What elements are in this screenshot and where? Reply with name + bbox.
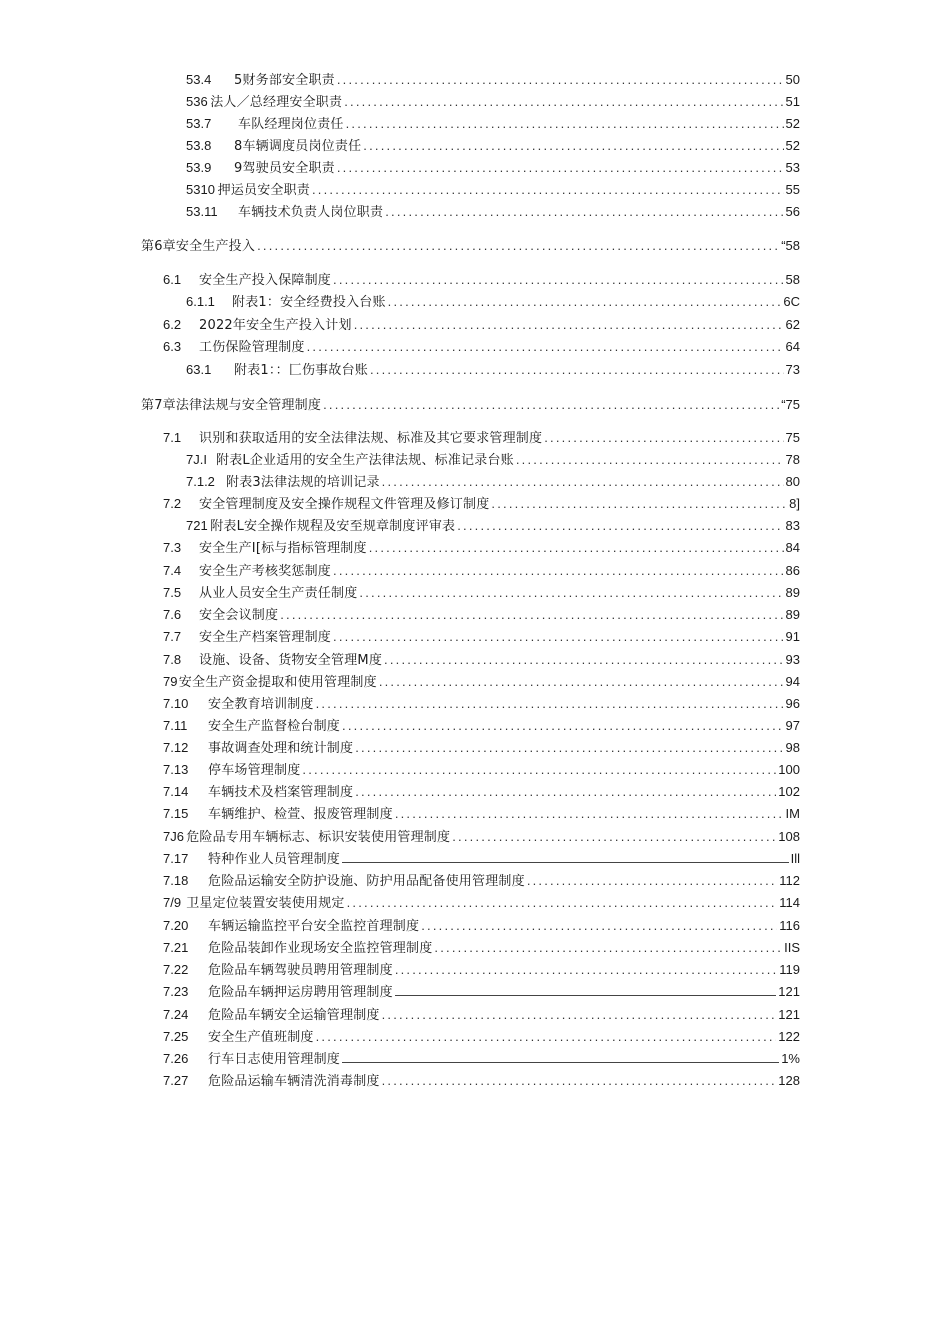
toc-entry-number: 7.18 xyxy=(163,873,189,888)
toc-entry-title: 8车辆调度员岗位责任 xyxy=(234,139,362,154)
toc-leader xyxy=(280,605,783,625)
toc-entry-title: 安全生产档案管理制度 xyxy=(199,630,332,645)
toc-entry-number: 63.1 xyxy=(186,362,212,377)
toc-entry-number: 7.3 xyxy=(163,540,182,555)
toc-page-number: 89 xyxy=(785,585,800,600)
toc-entry-title: 9驾驶员安全职责 xyxy=(234,161,335,176)
toc-entry[interactable] xyxy=(186,516,800,536)
toc-entry[interactable] xyxy=(186,114,800,134)
toc-page-number: 100 xyxy=(778,762,800,777)
toc-leader xyxy=(434,938,782,958)
toc-entry-number: 7.1 xyxy=(163,430,182,445)
toc-entry-number: 5310 xyxy=(186,182,215,197)
toc-page-number: 52 xyxy=(785,116,800,131)
toc-leader xyxy=(384,650,784,670)
toc-entry[interactable] xyxy=(163,916,800,936)
toc-leader xyxy=(337,70,784,90)
toc-entry[interactable] xyxy=(163,1027,800,1047)
toc-entry[interactable] xyxy=(163,1071,800,1091)
toc-entry[interactable] xyxy=(186,360,800,380)
toc-entry-title: 第7章法律法规与安全管理制度 xyxy=(141,398,322,413)
toc-page-number: 108 xyxy=(778,829,800,844)
toc-entry-number: 721 xyxy=(186,518,208,533)
toc-entry[interactable] xyxy=(163,871,800,891)
toc-entry-number: 7.4 xyxy=(163,563,182,578)
toc-page-number: 83 xyxy=(785,518,800,533)
toc-leader xyxy=(388,292,782,312)
toc-leader xyxy=(342,1049,779,1063)
toc-entry-number: 7.26 xyxy=(163,1051,189,1066)
toc-leader xyxy=(342,849,789,863)
toc-page-number: 78 xyxy=(785,452,800,467)
toc-page-number: 1% xyxy=(781,1051,800,1066)
toc-entry-number: 7.24 xyxy=(163,1007,189,1022)
toc-leader xyxy=(544,428,783,448)
toc-entry-title: 附表L安全操作规程及安至规章制度评审表 xyxy=(210,519,456,534)
toc-entry-number: 6.1.1 xyxy=(186,294,215,309)
toc-page-number: 96 xyxy=(785,696,800,711)
toc-entry[interactable] xyxy=(163,716,800,736)
toc-leader xyxy=(359,583,783,603)
toc-page-number: Ill xyxy=(790,851,800,866)
toc-page-number: 112 xyxy=(779,873,800,888)
toc-entry-title: 事故调查处理和统计制度 xyxy=(208,741,354,756)
toc-page-number: 8] xyxy=(789,496,800,511)
toc-entry-title: 押运员安全职责 xyxy=(217,183,310,198)
toc-entry-number: 7.21 xyxy=(163,940,189,955)
toc-entry[interactable] xyxy=(163,627,800,647)
toc-entry-title: 安全生产I[标与指标管理制度 xyxy=(199,541,367,556)
toc-page-number: “75 xyxy=(781,397,800,412)
toc-leader xyxy=(312,180,784,200)
toc-page-number: 122 xyxy=(778,1029,800,1044)
toc-entry-title: 2022年安全生产投入计划 xyxy=(199,318,352,333)
toc-page-number: 75 xyxy=(785,430,800,445)
toc-chapter-entry[interactable] xyxy=(141,236,800,256)
toc-entry-title: 附表1：安全经费投入台账 xyxy=(232,295,386,310)
toc-leader xyxy=(302,760,776,780)
toc-entry-number: 7.13 xyxy=(163,762,189,777)
toc-page-number: 62 xyxy=(785,317,800,332)
toc-entry-number: 7.22 xyxy=(163,962,189,977)
toc-page-number: 114 xyxy=(779,895,800,910)
toc-entry[interactable] xyxy=(163,849,800,869)
toc-leader xyxy=(452,827,776,847)
toc-entry-title: 安全生产值班制度 xyxy=(208,1030,314,1045)
toc-leader xyxy=(257,236,779,256)
toc-entry-title: 车队经理岗位责任 xyxy=(238,117,344,132)
toc-page-number: “58 xyxy=(781,238,800,253)
toc-entry[interactable] xyxy=(163,893,800,913)
toc-entry-title: 安全管理制度及安全操作规程文件管理及修订制度 xyxy=(199,497,490,512)
toc-entry-number: 7J.I xyxy=(186,452,207,467)
toc-entry-title: 车辆技术及档案管理制度 xyxy=(208,785,354,800)
toc-leader xyxy=(395,982,776,996)
toc-entry-number: 6.1 xyxy=(163,272,182,287)
toc-entry[interactable] xyxy=(163,960,800,980)
toc-page-number: 119 xyxy=(779,962,800,977)
toc-entry[interactable] xyxy=(163,337,800,357)
toc-page-number: 91 xyxy=(785,629,800,644)
toc-entry-title: 车辆维护、检萱、报废管理制度 xyxy=(208,807,393,822)
toc-entry-title: 车辆技术负责人岗位职责 xyxy=(238,205,384,220)
toc-entry-title: 5财务部安全职责 xyxy=(234,73,335,88)
toc-leader xyxy=(344,92,783,112)
toc-entry-number: 7.12 xyxy=(163,740,189,755)
toc-page-number: 86 xyxy=(785,563,800,578)
toc-entry-number: 7.2 xyxy=(163,496,182,511)
toc-page-number: 50 xyxy=(785,72,800,87)
toc-entry[interactable] xyxy=(163,605,800,625)
toc-entry-title: 危险品运输车辆清洗消毒制度 xyxy=(208,1074,380,1089)
toc-entry-title: 识别和获取适用的安全法律法规、标准及其它要求管理制度 xyxy=(199,431,543,446)
toc-entry[interactable] xyxy=(186,472,800,492)
toc-entry[interactable] xyxy=(163,738,800,758)
toc-entry[interactable] xyxy=(186,180,800,200)
toc-entry-title: 安全生产考核奖惩制度 xyxy=(199,564,332,579)
toc-page-number: IIS xyxy=(784,940,800,955)
toc-entry[interactable] xyxy=(163,694,800,714)
toc-leader xyxy=(307,337,784,357)
toc-leader xyxy=(354,315,784,335)
toc-leader xyxy=(347,893,778,913)
toc-page-number: 56 xyxy=(785,204,800,219)
toc-page-number: 97 xyxy=(785,718,800,733)
toc-entry-title: 安全教育培训制度 xyxy=(208,697,314,712)
toc-page-number: 128 xyxy=(778,1073,800,1088)
toc-entry-title: 工伤保险管理制度 xyxy=(199,340,305,355)
toc-leader xyxy=(385,202,783,222)
toc-entry[interactable] xyxy=(163,1005,800,1025)
toc-entry[interactable] xyxy=(163,428,800,448)
toc-leader xyxy=(333,627,784,647)
toc-entry-title: 车辆运输监控平台安全监控首理制度 xyxy=(208,919,420,934)
toc-entry-title: 危险品车辆驾驶员聘用管理制度 xyxy=(208,963,393,978)
toc-leader xyxy=(337,158,784,178)
toc-leader xyxy=(382,1005,777,1025)
toc-page-number: 94 xyxy=(785,674,800,689)
toc-entry[interactable] xyxy=(186,158,800,178)
toc-entry[interactable] xyxy=(163,583,800,603)
toc-entry[interactable] xyxy=(186,92,800,112)
toc-leader xyxy=(323,395,779,415)
toc-leader xyxy=(363,136,783,156)
toc-page-number: 64 xyxy=(785,339,800,354)
toc-entry-title: 附表L企业适用的安全生产法律法规、标准记录台账 xyxy=(216,453,514,468)
toc-leader xyxy=(421,916,777,936)
toc-entry-title: 卫星定位装置安装使用规定 xyxy=(186,896,345,911)
toc-entry-title: 从业人员安全生产责任制度 xyxy=(199,586,358,601)
toc-entry-title: 附表1：：匚伤事故台账 xyxy=(234,363,368,378)
toc-page-number: 53 xyxy=(785,160,800,175)
toc-entry-number: 53.7 xyxy=(186,116,212,131)
toc-entry-number: 7.11 xyxy=(163,718,188,733)
toc-page-number: 84 xyxy=(785,540,800,555)
toc-entry-title: 危险品运输安全防护设施、防护用品配备使用管理制度 xyxy=(208,874,525,889)
toc-entry[interactable] xyxy=(163,982,800,1002)
toc-leader xyxy=(457,516,783,536)
toc-page-number: IM xyxy=(785,806,800,821)
toc-entry-title: 安全生产投入保障制度 xyxy=(199,273,332,288)
toc-entry[interactable] xyxy=(163,315,800,335)
toc-entry-title: 行车日志使用管理制度 xyxy=(208,1052,341,1067)
toc-entry[interactable] xyxy=(163,672,800,692)
toc-entry-number: 53.9 xyxy=(186,160,212,175)
toc-entry-number: 79 xyxy=(163,674,178,689)
toc-leader xyxy=(491,494,787,514)
toc-entry[interactable] xyxy=(163,1049,800,1069)
toc-leader xyxy=(316,694,784,714)
toc-leader xyxy=(527,871,777,891)
toc-page-number: 89 xyxy=(785,607,800,622)
toc-entry[interactable] xyxy=(163,270,800,290)
toc-page-number: 55 xyxy=(785,182,800,197)
toc-entry[interactable] xyxy=(163,538,800,558)
toc-entry-number: 7/9 xyxy=(163,895,182,910)
toc-entry-title: 安全会议制度 xyxy=(199,608,279,623)
toc-entry-title: 法人／总经理安全职责 xyxy=(210,95,343,110)
toc-entry-number: 53.8 xyxy=(186,138,212,153)
toc-entry-number: 7.20 xyxy=(163,918,189,933)
toc-leader xyxy=(333,270,784,290)
toc-entry-number: 7.23 xyxy=(163,984,189,999)
toc-leader xyxy=(379,672,784,692)
toc-entry-number: 7.8 xyxy=(163,652,182,667)
toc-leader xyxy=(342,716,784,736)
toc-entry[interactable] xyxy=(186,202,800,222)
toc-page-number: 80 xyxy=(785,474,800,489)
toc-entry[interactable] xyxy=(163,650,800,670)
toc-entry[interactable] xyxy=(186,450,800,470)
toc-entry-number: 7.14 xyxy=(163,784,189,799)
toc-entry-title: 停车场管理制度 xyxy=(208,763,301,778)
toc-leader xyxy=(369,538,784,558)
toc-leader xyxy=(395,960,777,980)
toc-entry-title: 附表3法律法规的培训记录 xyxy=(226,475,380,490)
toc-page-number: 6C xyxy=(783,294,800,309)
toc-entry-number: 7.25 xyxy=(163,1029,189,1044)
toc-entry-number: 7.5 xyxy=(163,585,182,600)
toc-page-number: 121 xyxy=(778,1007,800,1022)
toc-page-number: 52 xyxy=(785,138,800,153)
toc-entry[interactable] xyxy=(163,760,800,780)
toc-leader xyxy=(516,450,784,470)
toc-entry-number: 53.4 xyxy=(186,72,212,87)
toc-entry-title: 安全生产监督检台制度 xyxy=(208,719,341,734)
toc-entry-number: 6.3 xyxy=(163,339,182,354)
toc-page-number: 58 xyxy=(785,272,800,287)
toc-leader xyxy=(395,804,784,824)
toc-entry[interactable] xyxy=(163,782,800,802)
toc-entry-number: 7.17 xyxy=(163,851,189,866)
toc-leader xyxy=(355,782,776,802)
toc-entry[interactable] xyxy=(163,938,800,958)
toc-entry-number: 6.2 xyxy=(163,317,182,332)
toc-leader xyxy=(316,1027,777,1047)
toc-leader xyxy=(355,738,783,758)
toc-leader xyxy=(346,114,784,134)
toc-entry-number: 7.27 xyxy=(163,1073,189,1088)
toc-entry-number: 7.10 xyxy=(163,696,189,711)
toc-entry-title: 危险品车辆押运房聘用管理制度 xyxy=(208,985,393,1000)
toc-entry[interactable] xyxy=(186,70,800,90)
toc-entry-number: 7.7 xyxy=(163,629,182,644)
toc-entry[interactable] xyxy=(163,804,800,824)
toc-entry-title: 危险品车辆安全运输管理制度 xyxy=(208,1008,380,1023)
toc-entry[interactable] xyxy=(186,136,800,156)
toc-entry-title: 设施、设备、货物安全管理M度 xyxy=(199,653,383,668)
toc-entry-number: 7.15 xyxy=(163,806,189,821)
toc-entry-title: 安全生产资金提取和使用管理制度 xyxy=(178,675,377,690)
toc-page-number: 73 xyxy=(785,362,800,377)
toc-chapter-entry[interactable] xyxy=(141,395,800,415)
toc-entry-number: 7J6 xyxy=(163,829,184,844)
toc-entry-title: 第6章安全生产投入 xyxy=(141,239,256,254)
toc-entry-number: 53.11 xyxy=(186,204,218,219)
toc-page-number: 116 xyxy=(779,918,800,933)
toc-leader xyxy=(382,472,784,492)
toc-entry[interactable] xyxy=(186,292,800,312)
toc-page-number: 93 xyxy=(785,652,800,667)
toc-entry-number: 536 xyxy=(186,94,208,109)
toc-leader xyxy=(370,360,784,380)
toc-leader xyxy=(333,561,784,581)
toc-entry-number: 7.6 xyxy=(163,607,182,622)
toc-page-number: 51 xyxy=(785,94,800,109)
toc-page-number: 98 xyxy=(785,740,800,755)
toc-entry-title: 危险品装卸作业现场安全监控管理制度 xyxy=(208,941,433,956)
toc-entry-number: 7.1.2 xyxy=(186,474,215,489)
toc-page-number: 102 xyxy=(778,784,800,799)
toc-entry[interactable] xyxy=(163,494,800,514)
toc-entry-title: 特种作业人员管理制度 xyxy=(208,852,341,867)
toc-entry[interactable] xyxy=(163,561,800,581)
toc-page-number: 121 xyxy=(778,984,800,999)
toc-entry-title: 危险品专用车辆标志、标识安装使用管理制度 xyxy=(186,830,451,845)
toc-leader xyxy=(382,1071,777,1091)
toc-entry[interactable] xyxy=(163,827,800,847)
